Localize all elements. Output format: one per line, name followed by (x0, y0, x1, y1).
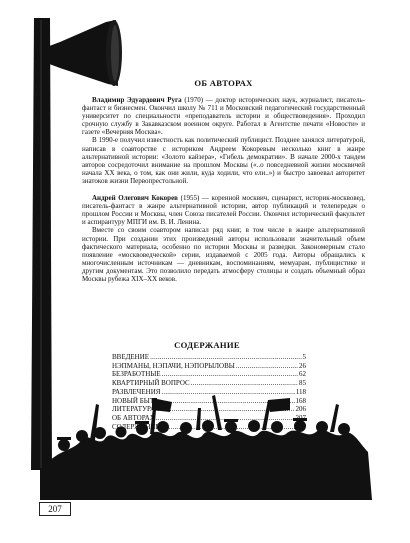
toc-entry-label: КВАРТИРНЫЙ ВОПРОС (112, 379, 190, 388)
ruga-bio-paragraph-2: В 1990-е получил известность как политический публицист. Позднее занялся литературой, написав в соавторстве с историком Андреем Кокоревым несколько книг в жанре альтернативной истории: «Золото кайзера», «Гибель демократии». В начале 2000-х тандем авторов сосредоточил внимание на прошлом Москвы («..о повседневной жизни москвичей начала XX века, о том, как они жили, куда ходили, что ели..») и быстро завоевал авторитет знатоков жизни Первопрестольной. (82, 136, 365, 185)
toc-entry-page: 207 (295, 413, 306, 422)
ruga-author-name: Владимир Эдуардович Руга (92, 96, 182, 104)
toc-leader (191, 379, 298, 388)
toc-entry-page: 85 (299, 379, 306, 388)
toc-entry-label: РАЗВЛЕЧЕНИЯ (112, 387, 161, 396)
toc-entry-page: 26 (299, 361, 306, 370)
toc-entry[interactable] (112, 370, 306, 379)
toc-entry-label: БЕЗРАБОТНЫЕ (112, 370, 161, 379)
toc-entry[interactable] (112, 405, 306, 414)
kokorev-bio-text: (1955) — коренной москвич, сценарист, историк-москвовед, писатель-фантаст в жанре альтернативной истории, автор публикаций и телепередач о прошлом России и Москвы, член Союза писателей России. Окончил исторический факультет и аспирантуру МПГИ им. В. И. Ленина. (82, 194, 365, 227)
toc-entry-label: НОВЫЙ БЫТ (112, 396, 155, 405)
toc-entry-page: 5 (302, 353, 306, 361)
toc-entry[interactable] (112, 379, 306, 388)
toc-leader (236, 362, 298, 371)
toc-leader (161, 423, 295, 432)
toc-entry-label: ЛИТЕРАТУРА (112, 405, 156, 414)
toc-entry-page: 118 (295, 387, 306, 396)
toc-entry[interactable] (112, 388, 306, 397)
loudspeaker-icon (42, 20, 122, 86)
toc-entry-label: НЭПМАНЫ, НЭПАЧИ, НЭПОРЫЛОВЫ (112, 361, 235, 370)
kokorev-bio-paragraph-2: Вместе со своим соавтором написал ряд книг, в том числе в жанре альтернативной истории. При создании этих произведений авторы использовали значительный объем фактического материала, особенно по истории Москвы и разведки. Закономерным стало появление «москвоведческой» серии, издаваемой с 2005 года. Авторы обращались к многочисленным источникам — дневникам, воспоминаниям, мемуарам, публицистике и другим документам. Это позволило передать атмосферу столицы и создать объемный образ Москвы рубежа XIX–XX веков. (82, 226, 365, 283)
toc-leader (155, 397, 294, 406)
about-authors-title: ОБ АВТОРАХ (194, 78, 253, 88)
toc-leader (150, 353, 301, 362)
ruga-bio-text: (1970) — доктор исторических наук, журналист, писатель-фантаст и бизнесмен. Окончил школу № 711 и Московский педагогический государственный университет по специальности «преподаватель истории и обществоведения». Проходил срочную службу в Закавказском военном округе. Работал в Агентстве печати «Новости» и газете «Вечерняя Москва». (82, 96, 365, 137)
toc-leader (156, 405, 294, 414)
contents-title: СОДЕРЖАНИЕ (174, 340, 240, 350)
toc-entry[interactable] (112, 423, 306, 432)
toc-entry-page: 207 (295, 422, 306, 431)
toc-leader (162, 370, 298, 379)
toc-leader (161, 388, 294, 397)
about-authors-section (82, 78, 365, 283)
toc-entry[interactable] (112, 397, 306, 406)
toc-entry-label: ОБ АВТОРАХ (112, 413, 155, 422)
kokorev-bio-paragraph (82, 194, 365, 226)
toc-entry-page: 206 (295, 405, 306, 414)
page-number: 207 (39, 502, 71, 516)
toc-leader (156, 414, 295, 423)
toc-entry-label: СОДЕРЖАНИЕ (112, 422, 160, 431)
toc-entry-page: 62 (299, 370, 306, 379)
ruga-bio-paragraph (82, 96, 365, 136)
toc-entry[interactable] (112, 362, 306, 371)
kokorev-author-name: Андрей Олегович Кокорев (92, 194, 178, 203)
toc-entry-label: ВВЕДЕНИЕ (112, 353, 150, 361)
table-of-contents (112, 353, 306, 431)
toc-entry[interactable] (112, 353, 306, 362)
toc-entry-page: 168 (295, 396, 306, 405)
toc-entry[interactable] (112, 414, 306, 423)
